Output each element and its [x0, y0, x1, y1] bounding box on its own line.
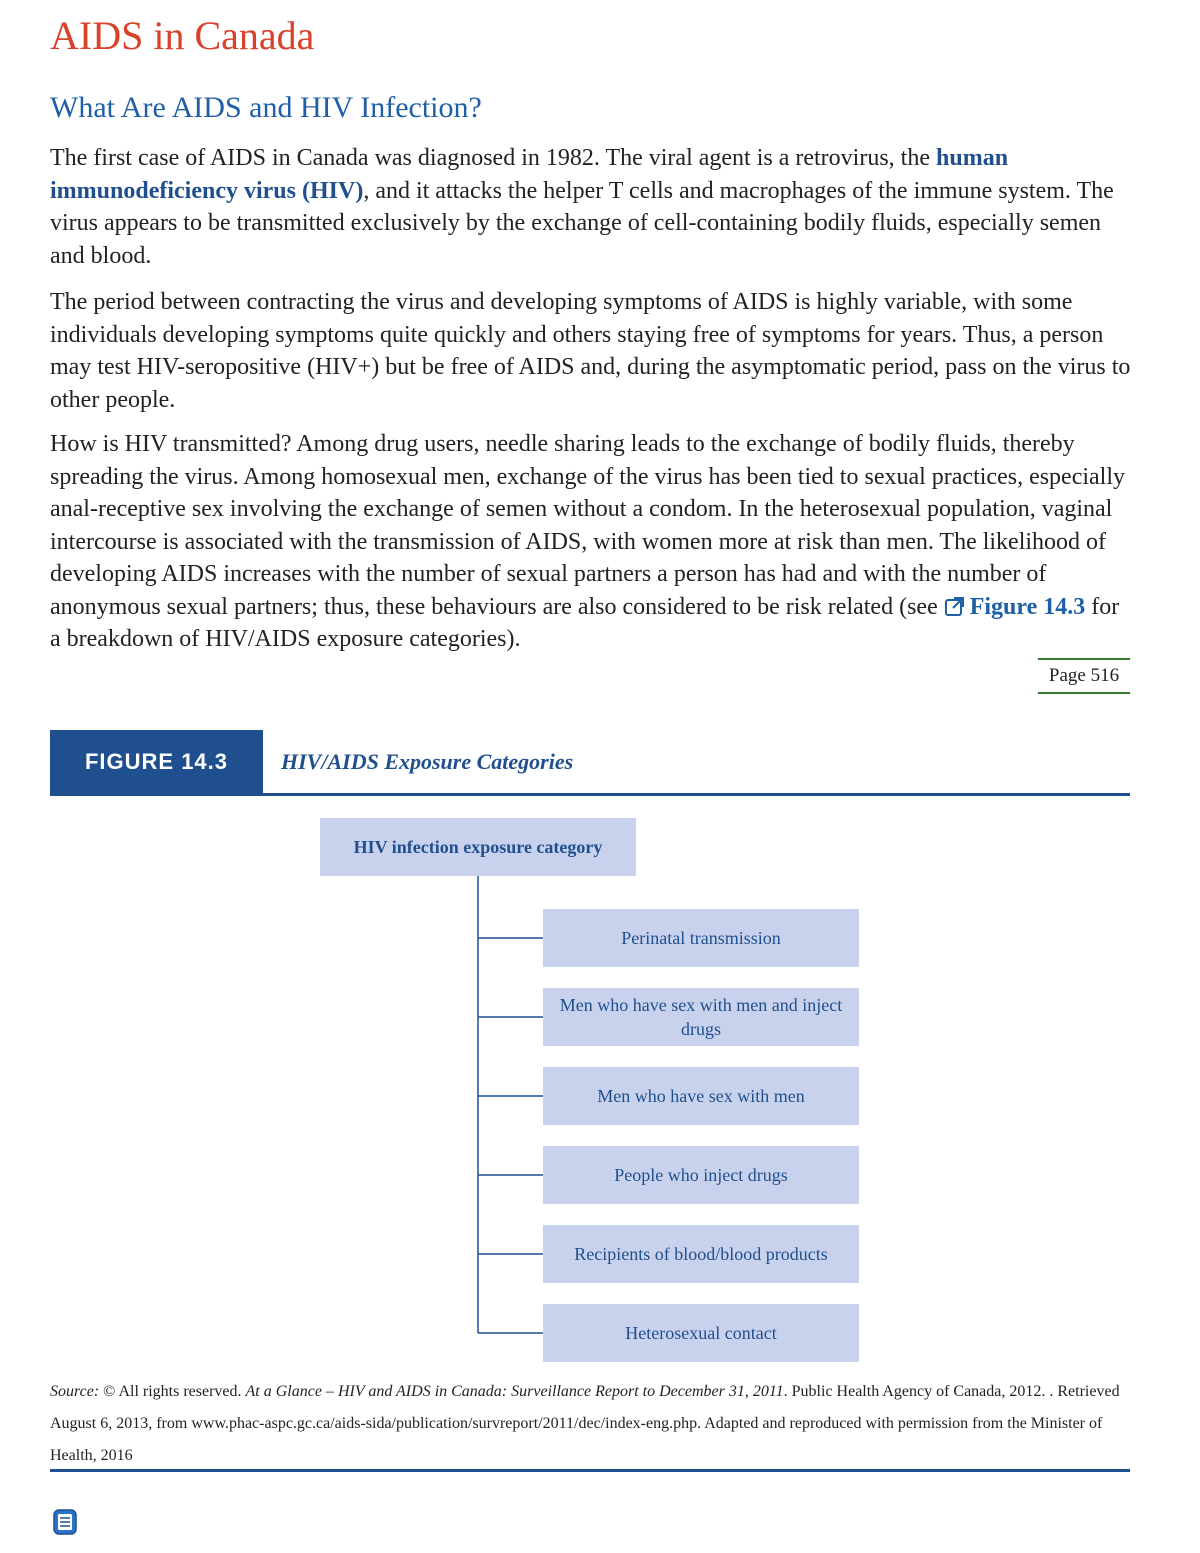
paragraph-1-text-after: , and it attacks the helper T cells and macrophages of the immune system. The virus appears to be transmitted exclusively by the exchange of cell-containing bodily fluids, especially semen and blood.: [50, 177, 1114, 269]
figure-bottom-rule: [50, 1469, 1130, 1472]
paragraph-2: The period between contracting the virus and developing symptoms of AIDS is highly variable, with some individuals developing symptoms quite quickly and others staying free of symptoms for years. Thus, a person may test HIV-seropositive (HIV+) but be free of AIDS and, during the asymptomatic period, pass on the virus to other people.: [50, 289, 1131, 413]
diagram-category-node: Perinatal transmission: [543, 909, 859, 967]
paragraph-3-text-after: for a breakdown of HIV/AIDS exposure categories).: [50, 593, 1120, 652]
diagram-category-node: Men who have sex with men: [543, 1067, 859, 1125]
source-label: Source:: [50, 1383, 100, 1400]
page-number-marker: Page 516: [1038, 658, 1130, 694]
paragraph-3-text-before: How is HIV transmitted? Among drug users, needle sharing leads to the exchange of bodily fluids, thereby spreading the virus. Among homosexual men, exchange of the virus has been tied to sexual practices, especially anal-receptive sex involving the exchange of semen without a condom. In the heterosexual population, vaginal intercourse is associated with the transmission of AIDS, with women more at risk than men. The likelihood of developing AIDS increases with the number of sexual partners a person has had and with the number of anonymous sexual partners; thus, these behaviours are also considered to be risk related (see: [50, 431, 1126, 620]
external-link-icon: [944, 595, 966, 617]
paragraph-1: [50, 142, 1135, 272]
figure-source-note: [50, 1376, 1130, 1472]
notes-icon[interactable]: [52, 1508, 78, 1536]
diagram-category-node: Recipients of blood/blood products: [543, 1225, 859, 1283]
diagram-category-node: People who inject drugs: [543, 1146, 859, 1204]
key-term-hiv[interactable]: human immunodeficiency virus (HIV): [50, 145, 1009, 204]
figure-label: FIGURE 14.3: [50, 730, 263, 793]
figure-header: [50, 730, 1130, 796]
paragraph-1-text-before: The first case of AIDS in Canada was diagnosed in 1982. The viral agent is a retrovirus, the: [50, 145, 936, 171]
source-details: . Public Health Agency of Canada, 2012. . Retrieved August 6, 2013, from www.phac-aspc.gc.ca/aids-sida/publication/survreport/2011/dec/index-eng.php. Adapted and reproduced with permission from the Minister of Health, 2016: [50, 1383, 1120, 1464]
source-rights: © All rights reserved.: [99, 1383, 246, 1400]
figure-link[interactable]: [944, 594, 1086, 620]
source-publication: At a Glance – HIV and AIDS in Canada: Surveillance Report to December 31, 2011: [245, 1383, 784, 1400]
paragraph-3: [50, 428, 1135, 656]
figure-link-label: Figure 14.3: [969, 593, 1086, 620]
figure-title: HIV/AIDS Exposure Categories: [281, 749, 574, 774]
diagram-root-node: HIV infection exposure category: [320, 818, 636, 876]
diagram-category-node: Men who have sex with men and inject drugs: [543, 988, 859, 1046]
page-title: AIDS in Canada: [50, 13, 315, 58]
section-heading: What Are AIDS and HIV Infection?: [50, 91, 482, 124]
diagram-category-node: Heterosexual contact: [543, 1304, 859, 1362]
